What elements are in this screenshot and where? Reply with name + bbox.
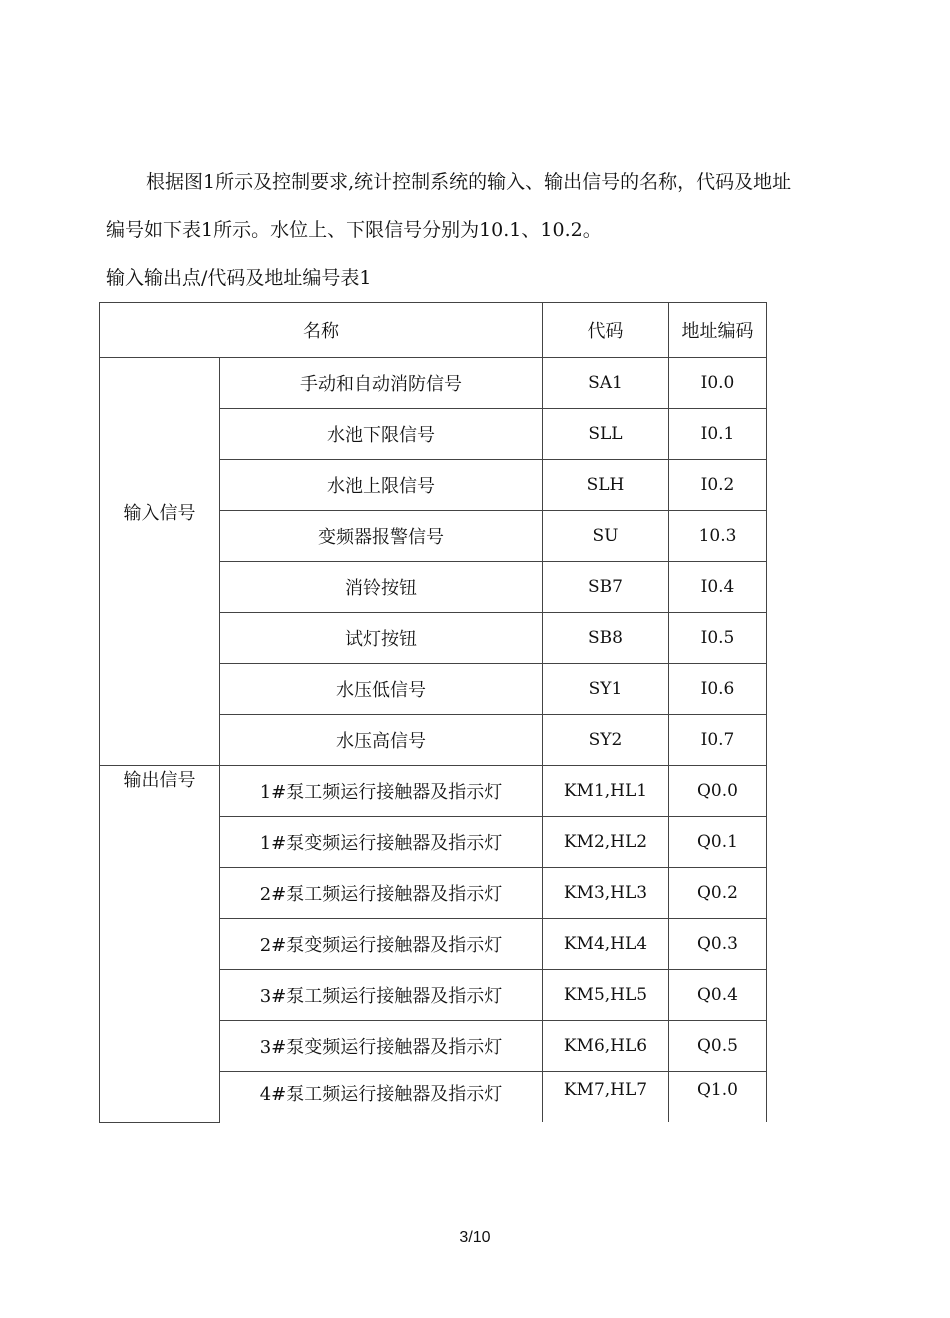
signal-code: SY1 [543,664,669,715]
signal-code: KM3,HL3 [543,868,669,919]
signal-address: I0.7 [669,715,767,766]
signal-name: 2#泵工频运行接触器及指示灯 [220,868,543,919]
signal-address: I0.6 [669,664,767,715]
table-row [100,766,767,817]
signal-code: SLH [543,460,669,511]
signal-code: KM5,HL5 [543,970,669,1021]
signal-name: 1#泵变频运行接触器及指示灯 [220,817,543,868]
signal-name: 3#泵变频运行接触器及指示灯 [220,1021,543,1072]
signal-address: Q0.5 [669,1021,767,1072]
signal-name: 水池下限信号 [220,409,543,460]
signal-name: 3#泵工频运行接触器及指示灯 [220,970,543,1021]
header-address: 地址编码 [669,303,767,358]
signal-code: KM7,HL7 [543,1072,669,1123]
signal-code: SLL [543,409,669,460]
input-group-label: 输入信号 [100,358,220,766]
signal-address: Q1.0 [669,1072,767,1123]
signal-name: 4#泵工频运行接触器及指示灯 [220,1072,543,1123]
signal-code: KM1,HL1 [543,766,669,817]
signal-name: 水压低信号 [220,664,543,715]
signal-address: Q0.3 [669,919,767,970]
signal-address: I0.1 [669,409,767,460]
io-address-table [99,302,767,1123]
signal-code: KM4,HL4 [543,919,669,970]
signal-code: SB8 [543,613,669,664]
signal-address: Q0.0 [669,766,767,817]
signal-address: 10.3 [669,511,767,562]
signal-name: 变频器报警信号 [220,511,543,562]
signal-code: KM2,HL2 [543,817,669,868]
signal-code: SB7 [543,562,669,613]
signal-code: SU [543,511,669,562]
table-header-row [100,303,767,358]
paragraph-intro-line2: 编号如下表1所示。水位上、下限信号分别为10.1、10.2。 [106,219,602,241]
signal-address: I0.5 [669,613,767,664]
output-group-label: 输出信号 [100,766,220,1123]
signal-name: 消铃按钮 [220,562,543,613]
signal-name: 2#泵变频运行接触器及指示灯 [220,919,543,970]
signal-name: 1#泵工频运行接触器及指示灯 [220,766,543,817]
page-number: 3/10 [459,1229,491,1246]
signal-code: KM6,HL6 [543,1021,669,1072]
signal-address: Q0.4 [669,970,767,1021]
header-code: 代码 [543,303,669,358]
signal-name: 水压高信号 [220,715,543,766]
signal-name: 水池上限信号 [220,460,543,511]
table-caption: 输入输出点/代码及地址编号表1 [106,267,372,289]
signal-address: Q0.2 [669,868,767,919]
signal-code: SA1 [543,358,669,409]
signal-address: I0.4 [669,562,767,613]
table-row [100,358,767,409]
signal-address: I0.2 [669,460,767,511]
signal-name: 试灯按钮 [220,613,543,664]
signal-name: 手动和自动消防信号 [220,358,543,409]
signal-address: Q0.1 [669,817,767,868]
header-name: 名称 [100,303,543,358]
signal-code: SY2 [543,715,669,766]
paragraph-intro-line1: 根据图1所示及控制要求,统计控制系统的输入、输出信号的名称，代码及地址 [146,171,792,193]
signal-address: I0.0 [669,358,767,409]
